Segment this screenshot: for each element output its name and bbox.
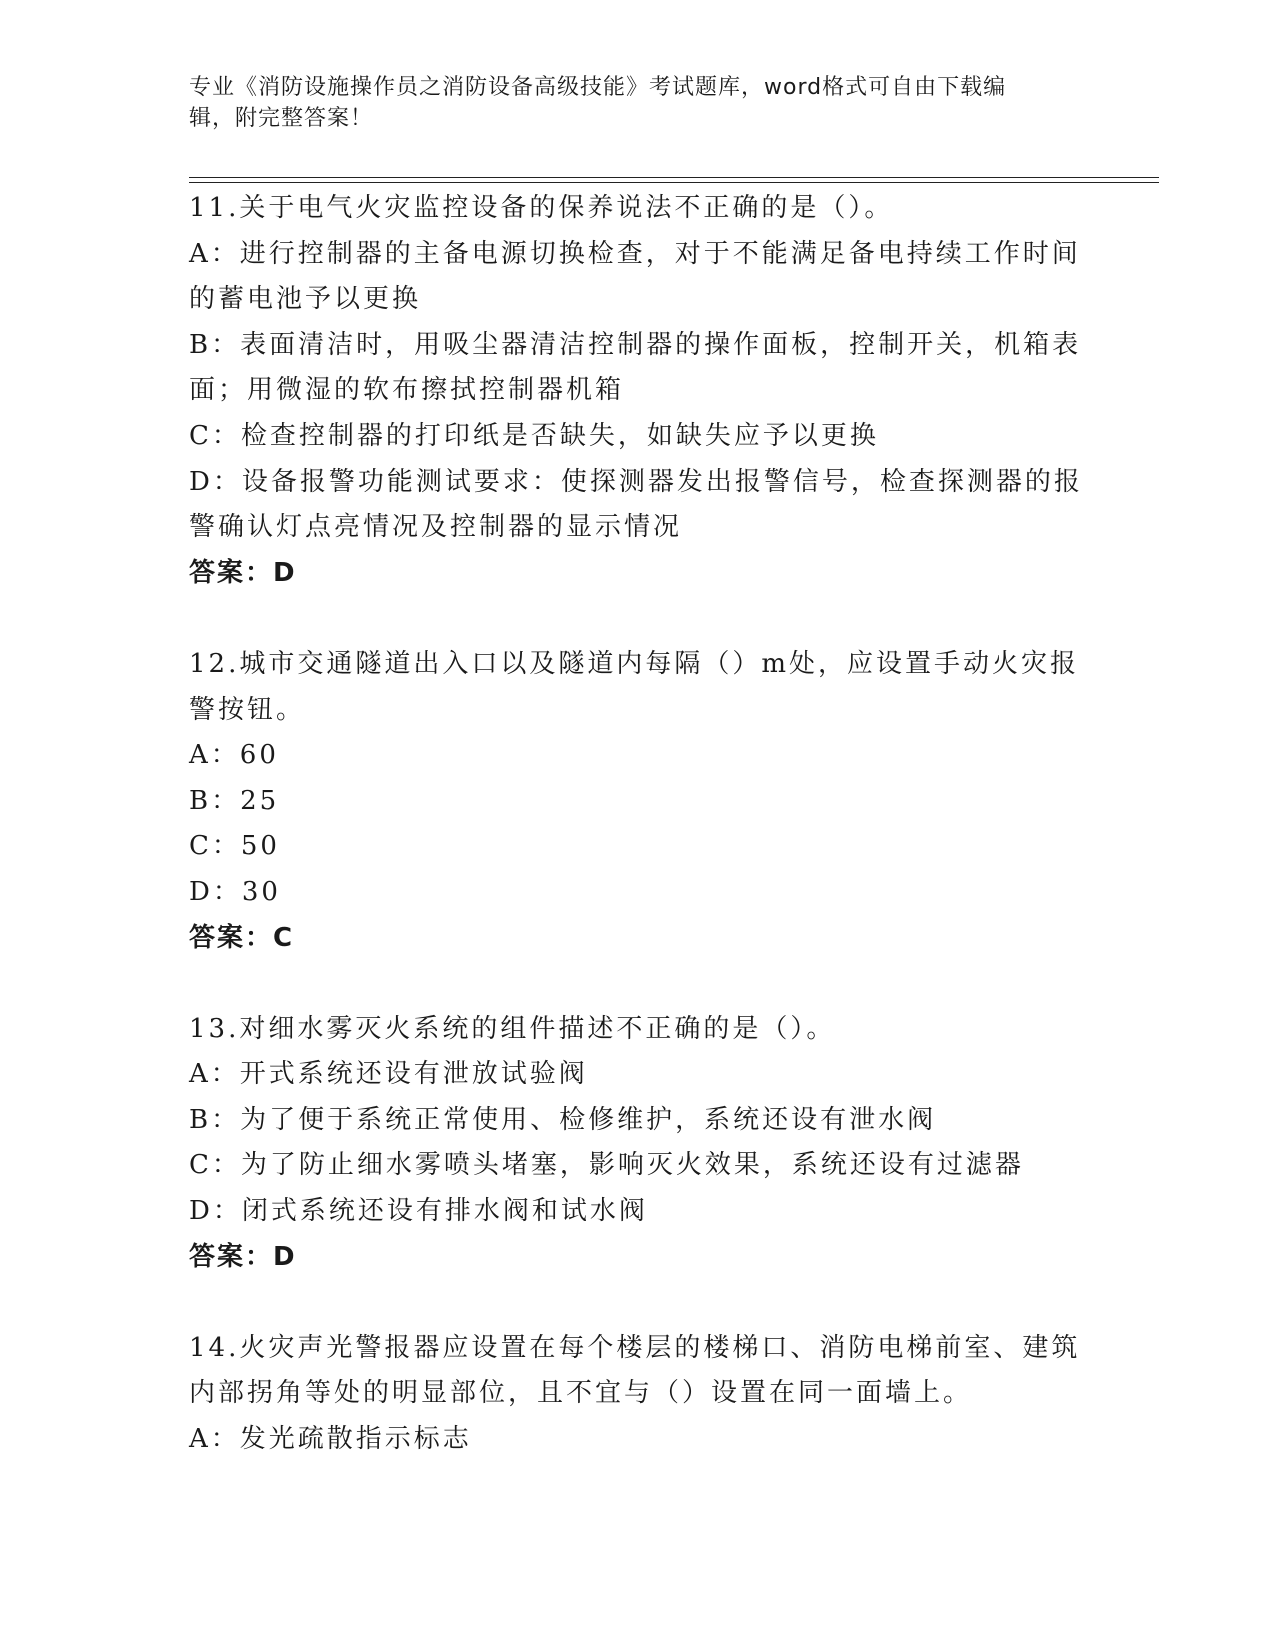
answer: 答案：D [189,557,297,588]
option-d: D：闭式系统还设有排水阀和试水阀 [189,1196,648,1227]
option-a: A：60 [189,740,279,771]
spacer [189,1280,1089,1326]
option-b: B：表面清洁时，用吸尘器清洁控制器的操作面板，控制开关，机箱表 [189,329,1082,360]
option-b-cont: 面；用微湿的软布擦拭控制器机箱 [189,375,625,406]
answer: 答案：C [189,922,295,953]
question-11 [189,186,1089,596]
option-d: D：设备报警功能测试要求：使探测器发出报警信号，检查探测器的报 [189,466,1083,497]
option-d: D：30 [189,876,281,907]
question-stem: 14.火灾声光警报器应设置在每个楼层的楼梯口、消防电梯前室、建筑 [189,1332,1081,1363]
question-14 [189,1326,1089,1463]
question-stem-cont: 内部拐角等处的明显部位，且不宜与（）设置在同一面墙上。 [189,1378,973,1409]
question-13 [189,1007,1089,1281]
question-stem: 11.关于电气火灾监控设备的保养说法不正确的是（）。 [189,193,894,223]
question-list [189,186,1089,1463]
header-divider-bottom [189,182,1159,183]
option-c: C：为了防止细水雾喷头堵塞，影响灭火效果，系统还设有过滤器 [189,1150,1024,1181]
question-stem-cont: 警按钮。 [189,694,306,725]
option-d-cont: 警确认灯点亮情况及控制器的显示情况 [189,512,683,543]
option-a: A：发光疏散指示标志 [189,1424,472,1455]
option-b: B：为了便于系统正常使用、检修维护，系统还设有泄水阀 [189,1104,937,1135]
question-stem: 13.对细水雾灭火系统的组件描述不正确的是（）。 [189,1013,836,1044]
question-stem: 12.城市交通隧道出入口以及隧道内每隔（）m处，应设置手动火灾报 [189,648,1080,679]
spacer [189,961,1089,1007]
option-a: A：进行控制器的主备电源切换检查，对于不能满足备电持续工作时间 [189,238,1081,269]
header-divider-top [189,177,1159,178]
question-12 [189,642,1089,961]
document-header [189,72,1089,134]
header-line-2: 辑，附完整答案！ [189,106,374,131]
option-a: A：开式系统还设有泄放试验阀 [189,1059,588,1090]
header-line-1: 专业《消防设施操作员之消防设备高级技能》考试题库，word格式可自由下载编 [189,75,1007,100]
spacer [189,596,1089,642]
option-c: C：检查控制器的打印纸是否缺失，如缺失应予以更换 [189,420,879,451]
option-c: C：50 [189,831,280,862]
answer: 答案：D [189,1241,297,1272]
option-a-cont: 的蓄电池予以更换 [189,284,422,315]
option-b: B：25 [189,785,280,816]
